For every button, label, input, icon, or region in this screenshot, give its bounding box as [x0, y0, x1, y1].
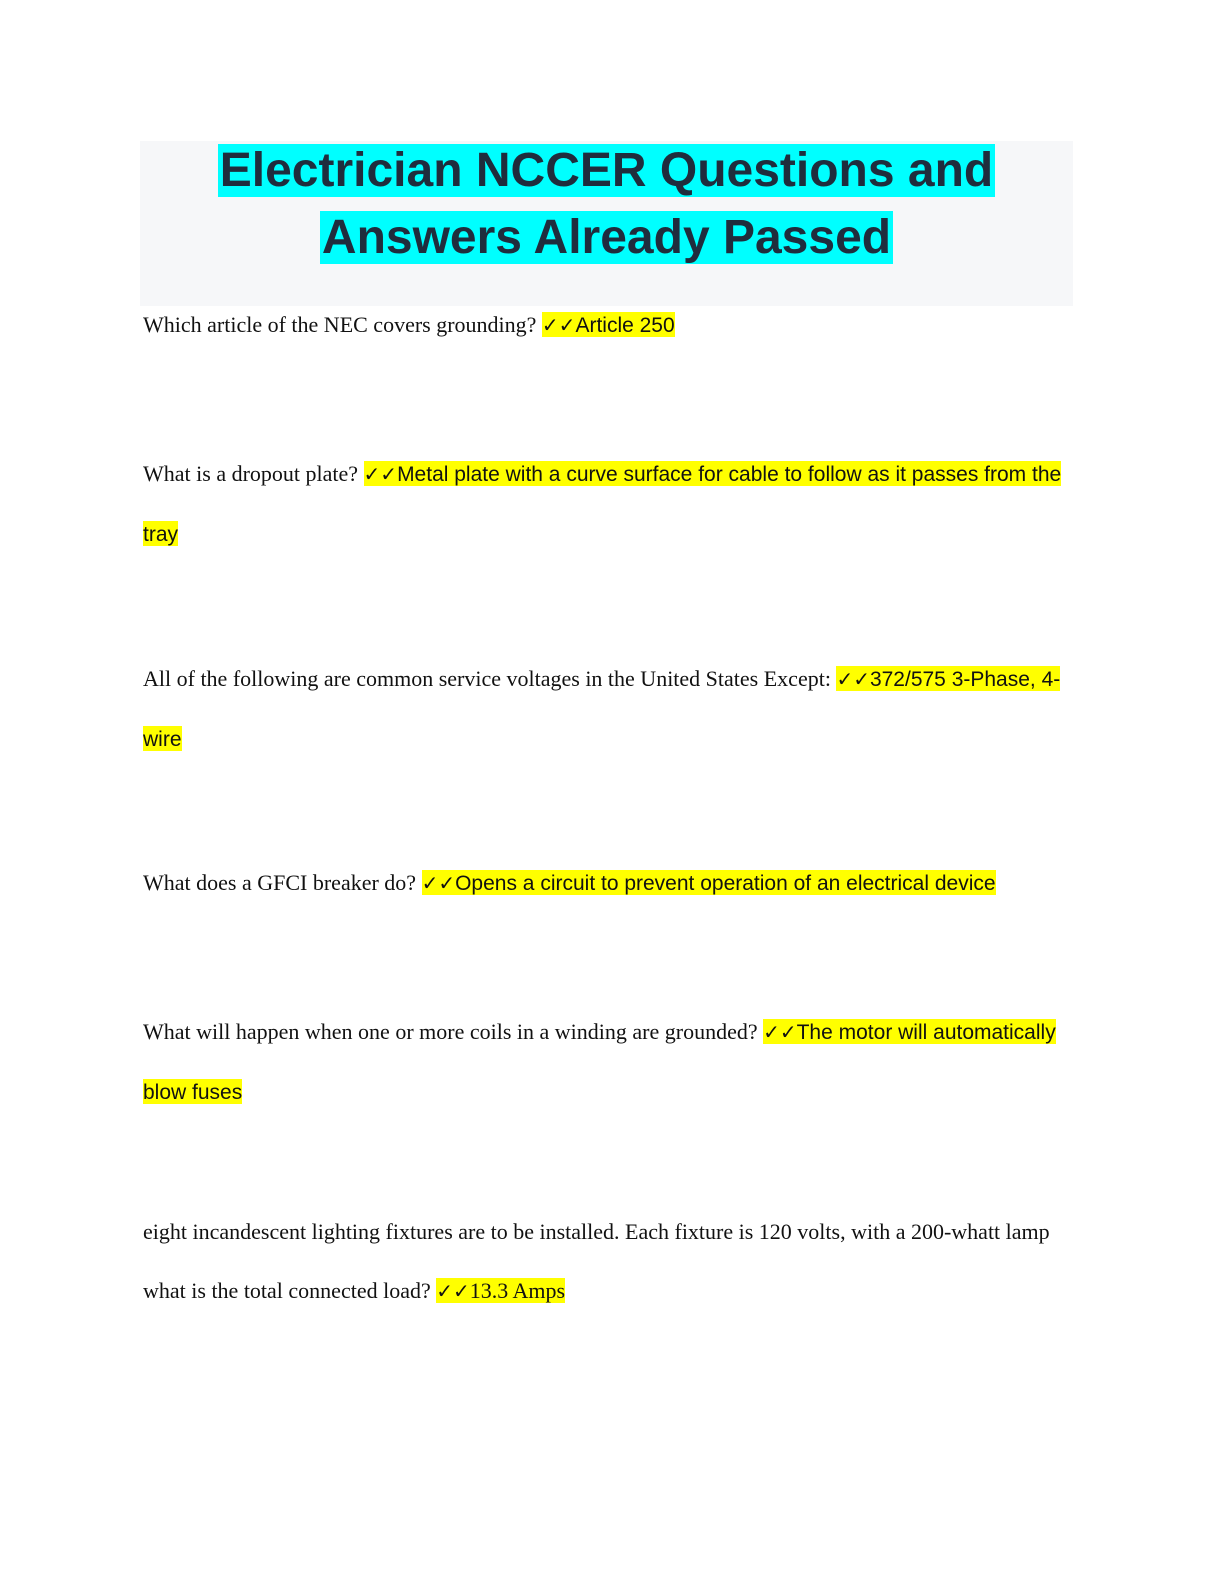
question-text: eight incandescent lighting fixtures are to be installed. Each fixture is 120 volts, with a 200-whatt lamp what is the total connected load? — [143, 1219, 1050, 1303]
answer-text: 372/575 3-Phase, 4-wire — [143, 668, 1061, 751]
qa-item-2 — [143, 444, 1083, 564]
question-text: What does a GFCI breaker do? — [143, 870, 417, 895]
question-text: Which article of the NEC covers grounding? — [143, 312, 537, 337]
qa-item-3 — [143, 649, 1083, 769]
qa-item-4 — [143, 853, 1083, 913]
answer-highlight — [542, 312, 675, 337]
double-check-icon: ✓✓ — [436, 1279, 470, 1303]
answer-highlight — [436, 1278, 565, 1303]
question-text: All of the following are common service voltages in the United States Except: — [143, 666, 831, 691]
answer-text: Metal plate with a curve surface for cable to follow as it passes from the tray — [143, 463, 1062, 546]
double-check-icon: ✓✓ — [363, 462, 398, 486]
question-text: What is a dropout plate? — [143, 461, 359, 486]
answer-text: Opens a circuit to prevent operation of an electrical device — [455, 872, 996, 895]
double-check-icon: ✓✓ — [541, 313, 576, 337]
double-check-icon: ✓✓ — [836, 667, 870, 691]
question-text: What will happen when one or more coils in a winding are grounded? — [143, 1019, 758, 1044]
answer-text: 13.3 Amps — [469, 1278, 566, 1303]
double-check-icon: ✓✓ — [421, 871, 456, 895]
document-title: Electrician NCCER Questions and Answers Already Passed — [219, 144, 994, 264]
qa-item-5 — [143, 1002, 1083, 1122]
answer-highlight — [422, 870, 996, 895]
title-block — [140, 141, 1073, 306]
answer-text: Article 250 — [575, 314, 675, 337]
qa-item-6 — [143, 1202, 1083, 1321]
qa-item-1 — [143, 295, 1083, 355]
double-check-icon: ✓✓ — [763, 1020, 797, 1044]
answer-text: The motor will automatically blow fuses — [143, 1021, 1056, 1104]
